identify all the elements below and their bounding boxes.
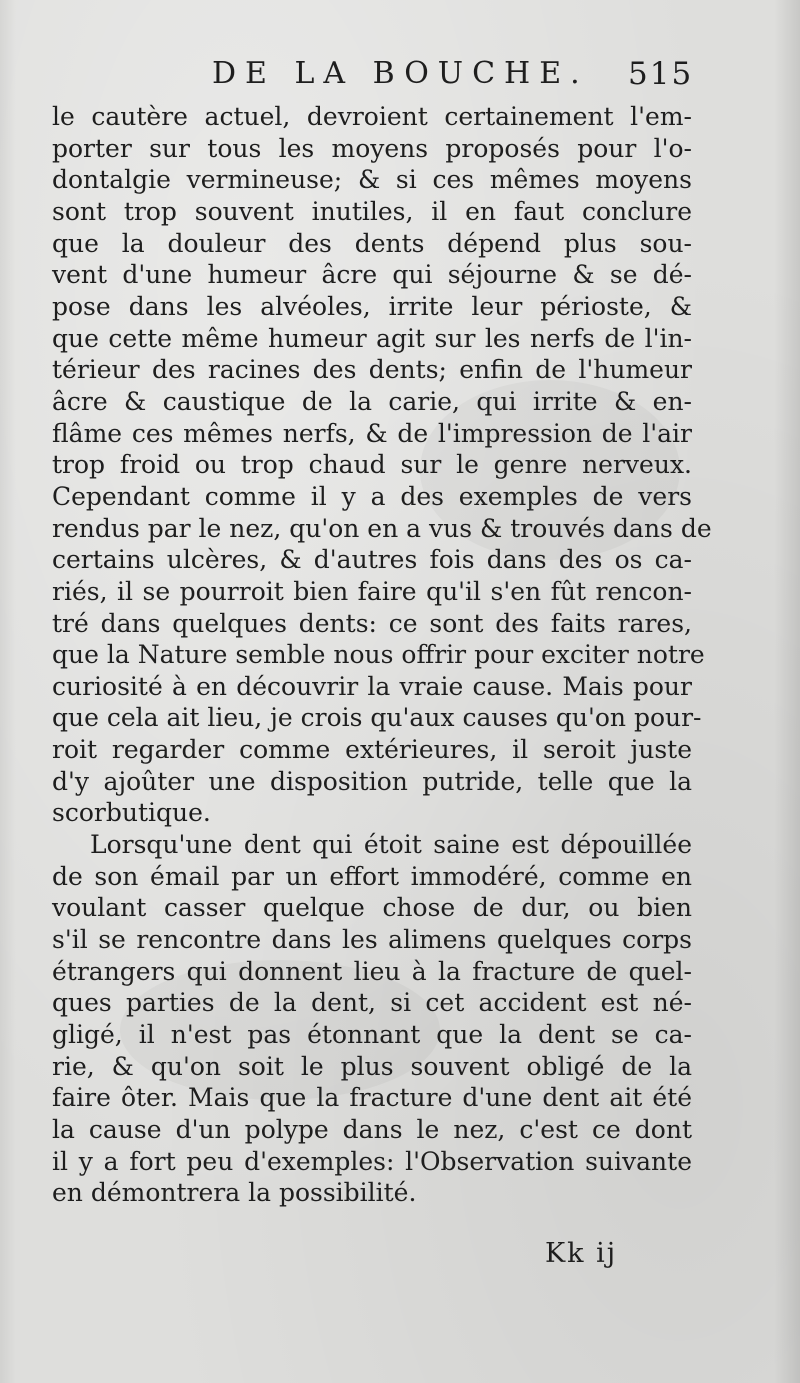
text-line: sont trop souvent inutiles, il en faut conclure: [52, 196, 692, 226]
text-line: roit regarder comme extérieures, il seroit juste: [52, 735, 692, 765]
text-line: gligé, il n'est pas étonnant que la dent se ca-: [52, 1020, 692, 1050]
text-line: que la Nature semble nous offrir pour exciter notre: [52, 640, 705, 670]
text-line: riés, il se pourroit bien faire qu'il s'en fût rencon-: [52, 576, 692, 606]
text-line: Cependant comme il y a des exemples de vers: [52, 481, 692, 511]
text-line: le cautère actuel, devroient certainement l'em-: [52, 102, 692, 131]
text-line: Lorsqu'une dent qui étoit saine est dépouillée: [90, 830, 692, 860]
text-line: que la douleur des dents dépend plus sou-: [52, 228, 692, 258]
text-line: en démontrera la possibilité.: [52, 1178, 417, 1208]
text-line: que cela ait lieu, je crois qu'aux causes qu'on pour-: [52, 703, 702, 733]
page-header: [0, 48, 800, 100]
text-line: certains ulcères, & d'autres fois dans des os ca-: [52, 545, 692, 575]
text-line: faire ôter. Mais que la fracture d'une dent ait été: [52, 1083, 692, 1113]
text-line: que cette même humeur agit sur les nerfs de l'in-: [52, 323, 692, 353]
text-line: curiosité à en découvrir la vraie cause. Mais pour: [52, 671, 692, 701]
running-head: DE LA BOUCHE.: [212, 56, 589, 91]
text-line: rie, & qu'on soit le plus souvent obligé de la: [52, 1051, 692, 1081]
paragraph: [52, 829, 692, 1209]
text-line: tré dans quelques dents: ce sont des faits rares,: [52, 608, 692, 638]
text-line: s'il se rencontre dans les alimens quelques corps: [52, 925, 692, 955]
paragraph: [52, 101, 712, 829]
text-line: pose dans les alvéoles, irrite leur périoste, &: [52, 291, 692, 321]
text-line: de son émail par un effort immodéré, comme en: [52, 861, 692, 891]
text-line: rendus par le nez, qu'on en a vus & trouvés dans de: [52, 513, 712, 543]
text-line: térieur des racines des dents; enfin de l'humeur: [52, 355, 692, 385]
text-line: voulant casser quelque chose de dur, ou bien: [52, 893, 692, 923]
signature-mark: Kk ij: [545, 1238, 618, 1269]
text-line: la cause d'un polype dans le nez, c'est ce dont: [52, 1115, 692, 1144]
text-line: âcre & caustique de la carie, qui irrite & en-: [52, 386, 692, 416]
text-line: porter sur tous les moyens proposés pour l'o-: [52, 133, 692, 163]
text-line: vent d'une humeur âcre qui séjourne & se dé-: [52, 260, 692, 290]
text-line: scorbutique.: [52, 798, 211, 828]
text-line: ques parties de la dent, si cet accident est né-: [52, 988, 692, 1018]
text-line: il y a fort peu d'exemples: l'Observation suivante: [52, 1146, 692, 1176]
text-line: d'y ajoûter une disposition putride, telle que la: [52, 766, 692, 796]
body-text: [52, 101, 712, 1209]
page-number: 515: [628, 56, 694, 92]
text-line: flâme ces mêmes nerfs, & de l'impression de l'air: [52, 418, 692, 448]
gutter-shadow: [774, 0, 800, 1383]
page-edge-shadow: [0, 0, 16, 1383]
text-line: étrangers qui donnent lieu à la fracture de quel-: [52, 956, 692, 986]
text-line: trop froid ou trop chaud sur le genre nerveux.: [52, 450, 692, 480]
text-line: dontalgie vermineuse; & si ces mêmes moyens: [52, 165, 692, 195]
